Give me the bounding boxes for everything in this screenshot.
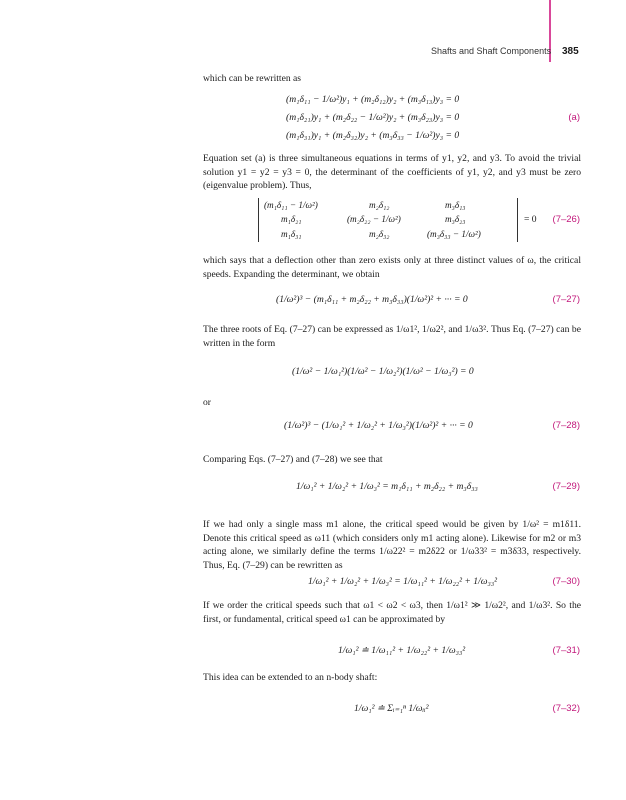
equation-label-7-29: (7–29) (552, 481, 580, 492)
equation-factored-form: (1/ω² − 1/ω₁²)(1/ω² − 1/ω₂²)(1/ω² − 1/ω₃²) = 0 (292, 366, 474, 377)
det-cell: (m₂δ₂₂ − 1/ω²) (347, 214, 401, 224)
determinant-equals-zero: = 0 (524, 214, 537, 225)
paragraph-4: The three roots of Eq. (7–27) can be expressed as 1/ω1², 1/ω2², and 1/ω3². Thus Eq. (7–27) can be written in the form (203, 324, 581, 349)
equation-label-7-30: (7–30) (552, 576, 580, 587)
det-cell: m₁δ₃₁ (281, 229, 302, 239)
equation-label-7-32: (7–32) (552, 703, 580, 714)
equation-a-row-3: (m₁δ₃₁)y₁ + (m₂δ₃₂)y₂ + (m₃δ₃₃ − 1/ω²)y₃ = 0 (286, 130, 460, 141)
paragraph-9: This idea can be extended to an n-body shaft: (203, 672, 378, 683)
det-cell: (m₃δ₃₃ − 1/ω²) (427, 229, 481, 239)
equation-label-a: (a) (568, 112, 580, 123)
det-cell: m₂δ₃₂ (369, 229, 390, 239)
det-cell: (m₁δ₁₁ − 1/ω²) (264, 200, 318, 210)
equation-7-30: 1/ω₁² + 1/ω₂² + 1/ω₃² = 1/ω₁₁² + 1/ω₂₂² + 1/ω₃₃² (308, 576, 498, 587)
equation-7-29: 1/ω₁² + 1/ω₂² + 1/ω₃² = m₁δ₁₁ + m₂δ₂₂ + m₃δ₃₃ (296, 481, 478, 492)
det-cell: m₁δ₂₁ (281, 214, 302, 224)
det-cell: m₃δ₂₃ (445, 214, 466, 224)
coefficient-determinant (258, 198, 518, 242)
page-number: 385 (562, 46, 579, 57)
equation-7-27: (1/ω²)³ − (m₁δ₁₁ + m₂δ₂₂ + m₃δ₃₃)(1/ω²)² + ··· = 0 (276, 294, 468, 305)
equation-label-7-26: (7–26) (552, 214, 580, 225)
equation-a-row-2: (m₁δ₂₁)y₁ + (m₂δ₂₂ − 1/ω²)y₂ + (m₃δ₂₃)y₃ = 0 (286, 112, 460, 123)
paragraph-6: Comparing Eqs. (7–27) and (7–28) we see that (203, 454, 383, 465)
det-cell: m₂δ₁₂ (369, 200, 390, 210)
paragraph-2: Equation set (a) is three simultaneous equations in terms of y1, y2, and y3. To avoid the trivial solution y1 = y2 = y3 = 0, the determinant of the coefficients of y1, y2, and y3 must be zero (eigenvalue problem). Thus, (203, 153, 581, 191)
equation-7-31: 1/ω₁² ≐ 1/ω₁₁² + 1/ω₂₂² + 1/ω₃₃² (338, 645, 466, 656)
det-cell: m₃δ₁₃ (445, 200, 466, 210)
paragraph-7: If we had only a single mass m1 alone, the critical speed would be given by 1/ω² = m1δ11. Denote this critical speed as ω11 (which considers only m1 acting alone). Likewise for m2 or m3 acting alone, we similarly define the terms 1/ω22² = m2δ22 or 1/ω33² = m3δ33, respectively. Thus, Eq. (7–29) can be rewritten as (203, 519, 581, 571)
equation-7-28: (1/ω²)³ − (1/ω₁² + 1/ω₂² + 1/ω₃²)(1/ω²)² + ··· = 0 (284, 420, 473, 431)
equation-label-7-31: (7–31) (552, 645, 580, 656)
equation-label-7-27: (7–27) (552, 294, 580, 305)
equation-a-row-1: (m₁δ₁₁ − 1/ω²)y₁ + (m₂δ₁₂)y₂ + (m₃δ₁₃)y₃ = 0 (286, 94, 460, 105)
paragraph-3: which says that a deflection other than zero exists only at three distinct values of ω, the critical speeds. Expanding the determinant, we obtain (203, 255, 581, 280)
running-header-title: Shafts and Shaft Components (431, 46, 552, 56)
equation-7-32: 1/ω₁² ≐ Σᵢ₌₁ⁿ 1/ωᵢᵢ² (354, 703, 429, 714)
paragraph-1: which can be rewritten as (203, 73, 302, 84)
equation-label-7-28: (7–28) (552, 420, 580, 431)
paragraph-5: or (203, 397, 211, 408)
paragraph-8: If we order the critical speeds such that ω1 < ω2 < ω3, then 1/ω1² ≫ 1/ω2², and 1/ω3². So the first, or fundamental, critical speed ω1 can be approximated by (203, 600, 581, 625)
